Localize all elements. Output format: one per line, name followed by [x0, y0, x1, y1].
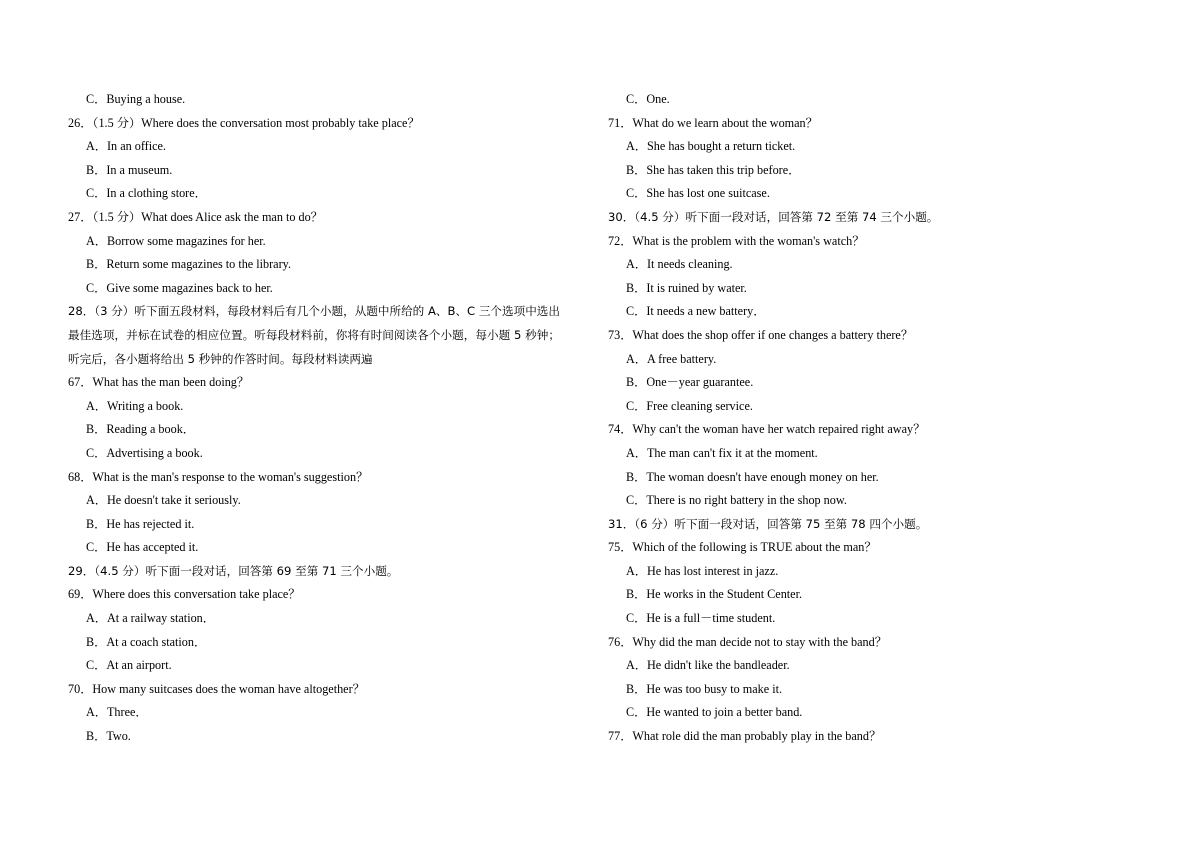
- question-stem: 76．Why did the man decide not to stay with the band？: [608, 634, 887, 649]
- answer-option: A．Writing a book.: [86, 398, 184, 413]
- answer-option: B．Reading a book．: [86, 422, 195, 437]
- answer-option: A．Borrow some magazines for her.: [86, 233, 266, 248]
- answer-option: B．Return some magazines to the library.: [86, 257, 291, 272]
- answer-option: C．Give some magazines back to her.: [86, 280, 273, 295]
- answer-option: A．It needs cleaning.: [626, 257, 733, 272]
- section-directive: 28．（3 分）听下面五段材料，每段材料后有几个小题，从题中所给的 A、B、C 三个选项中选出最佳选项，并标在试卷的相应位置。听每段材料前，你将有时间阅读各个小题，每小题 5 秒钟；听完后，各小题将给出 5 秒钟的作答时间。每段材料读两遍: [68, 304, 560, 366]
- answer-option: A．Three．: [86, 705, 148, 720]
- answer-option: B．He was too busy to make it.: [626, 681, 783, 696]
- answer-option: A．At a railway station．: [86, 611, 215, 626]
- answer-option: B．Two.: [86, 729, 131, 744]
- answer-option: B．She has taken this trip before．: [626, 162, 801, 177]
- answer-option: A．He doesn't take it seriously.: [86, 493, 241, 508]
- answer-option: B．He works in the Student Center.: [626, 587, 803, 602]
- answer-option: A．He has lost interest in jazz.: [626, 563, 779, 578]
- answer-option: C．Buying a house.: [86, 92, 186, 106]
- answer-option: A．A free battery.: [626, 351, 717, 366]
- answer-option: A．She has bought a return ticket.: [626, 139, 796, 154]
- section-directive: 30．（4.5 分）听下面一段对话，回答第 72 至第 74 三个小题。: [608, 209, 939, 224]
- question-stem: 75．Which of the following is TRUE about the man？: [608, 540, 877, 555]
- answer-option: C．Free cleaning service.: [626, 398, 753, 413]
- question-stem: 68．What is the man's response to the woman's suggestion？: [68, 469, 369, 484]
- question-stem: 77．What role did the man probably play in the band？: [608, 729, 882, 744]
- question-stem: 71．What do we learn about the woman？: [608, 115, 818, 130]
- answer-option: C．Advertising a book.: [86, 445, 203, 460]
- question-stem: 26．（1.5 分）Where does the conversation most probably take place？: [68, 115, 420, 130]
- two-column-layout: [60, 88, 1140, 749]
- answer-option: C．It needs a new battery．: [626, 304, 766, 319]
- answer-option: C．There is no right battery in the shop now.: [626, 493, 847, 508]
- answer-option: A．He didn't like the bandleader.: [626, 658, 790, 673]
- answer-option: B．It is ruined by water.: [626, 280, 747, 295]
- question-stem: 72．What is the problem with the woman's watch？: [608, 233, 865, 248]
- answer-option: C．He is a full－time student.: [626, 611, 776, 626]
- section-directive: 29．（4.5 分）听下面一段对话，回答第 69 至第 71 三个小题。: [68, 563, 399, 578]
- answer-option: C．He wanted to join a better band.: [626, 705, 803, 720]
- answer-option: C．In a clothing store．: [86, 186, 207, 201]
- answer-option: B．One－year guarantee.: [626, 375, 754, 390]
- answer-option: C．She has lost one suitcase.: [626, 186, 770, 201]
- answer-option: B．He has rejected it.: [86, 516, 195, 531]
- answer-option: B．The woman doesn't have enough money on her.: [626, 469, 879, 484]
- answer-option: A．In an office.: [86, 139, 166, 154]
- left-column: [60, 88, 560, 749]
- question-stem: 27．（1.5 分）What does Alice ask the man to do？: [68, 209, 323, 224]
- answer-option: C．He has accepted it.: [86, 540, 199, 555]
- question-stem: 70．How many suitcases does the woman have altogether？: [68, 681, 365, 696]
- section-directive: 31．（6 分）听下面一段对话，回答第 75 至第 78 四个小题。: [608, 516, 928, 531]
- answer-option: C．One.: [626, 92, 670, 106]
- right-column: [600, 88, 1100, 749]
- question-stem: 69．Where does this conversation take place？: [68, 587, 301, 602]
- answer-option: B．In a museum.: [86, 162, 173, 177]
- question-stem: 73．What does the shop offer if one changes a battery there？: [608, 327, 914, 342]
- question-stem: 74．Why can't the woman have her watch repaired right away？: [608, 422, 926, 437]
- answer-option: C．At an airport.: [86, 658, 172, 673]
- answer-option: A．The man can't fix it at the moment.: [626, 445, 818, 460]
- question-stem: 67．What has the man been doing？: [68, 375, 250, 390]
- answer-option: B．At a coach station．: [86, 634, 207, 649]
